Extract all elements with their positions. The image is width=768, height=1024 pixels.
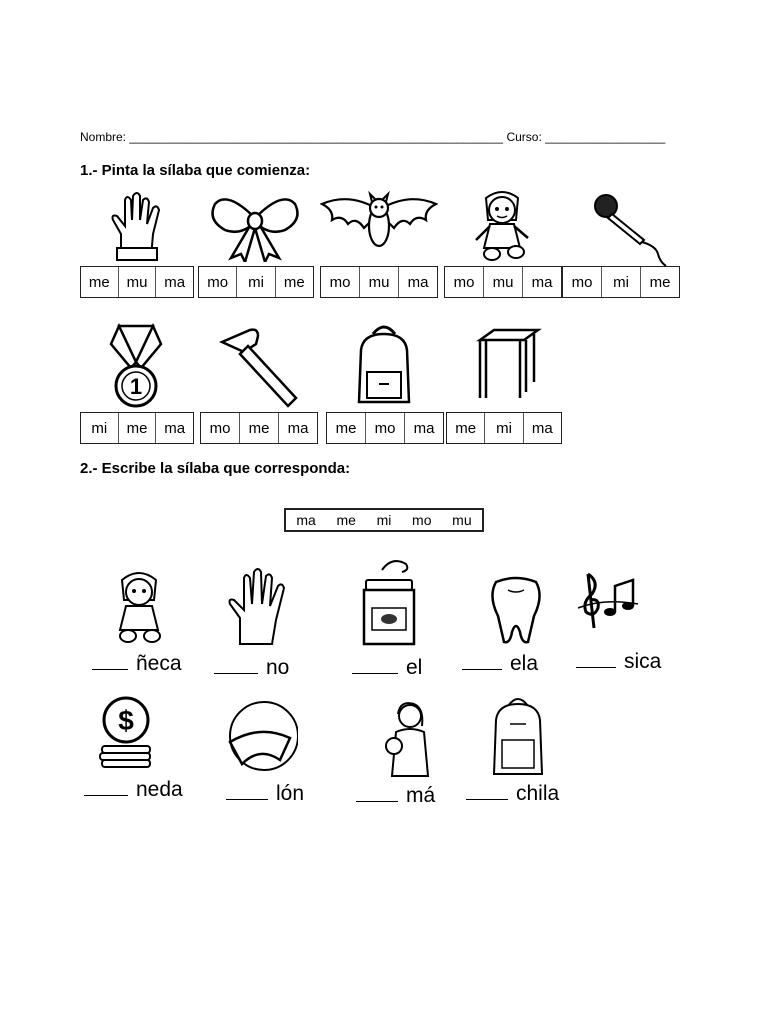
- ex1-item-doll: [444, 190, 560, 298]
- backpack-icon: [326, 322, 442, 410]
- syllable-option[interactable]: mu: [484, 267, 523, 297]
- exercise1-title: 1.- Pinta la sílaba que comienza:: [80, 162, 311, 179]
- syllable-option[interactable]: me: [119, 413, 157, 443]
- syllable-bank: [284, 508, 484, 532]
- word-completion: [352, 656, 422, 680]
- syllable-option[interactable]: me: [447, 413, 485, 443]
- syllable-option[interactable]: ma: [164, 273, 186, 291]
- answer-blank[interactable]: [214, 659, 258, 674]
- syllable-option[interactable]: mu: [360, 267, 399, 297]
- word-ending: el: [406, 656, 423, 679]
- word-completion: [92, 652, 182, 676]
- syllable-option[interactable]: mo: [199, 267, 237, 297]
- ex1-item-bow: [198, 190, 312, 298]
- word-ending: neda: [136, 778, 183, 801]
- syllable-option[interactable]: mi: [237, 267, 275, 297]
- doll-icon: [104, 570, 174, 651]
- word-completion: [356, 784, 435, 808]
- syllable-option[interactable]: mo: [321, 267, 360, 297]
- coins-icon: [96, 692, 156, 777]
- syllable-option[interactable]: mo: [445, 267, 484, 297]
- syllable-options: [80, 412, 194, 444]
- answer-blank[interactable]: [92, 655, 128, 670]
- syllable-option[interactable]: mo: [366, 413, 405, 443]
- exercise2-title: 2.- Escribe la sílaba que corresponda:: [80, 460, 351, 477]
- microphone-icon: [562, 190, 678, 266]
- ex1-item-backpack: [326, 322, 442, 442]
- doll-icon: [444, 190, 560, 266]
- word-completion: [462, 652, 538, 676]
- ex1-item-hammer: [200, 322, 316, 442]
- answer-blank[interactable]: [352, 659, 398, 674]
- bank-syllable: ma: [296, 512, 316, 528]
- answer-blank[interactable]: [576, 653, 616, 668]
- syllable-options: [446, 412, 562, 444]
- syllable-options: [444, 266, 562, 298]
- backpack-icon: [486, 694, 550, 783]
- syllable-options: [562, 266, 680, 298]
- syllable-option[interactable]: me: [283, 273, 305, 291]
- answer-blank[interactable]: [356, 787, 398, 802]
- syllable-option[interactable]: ma: [164, 419, 186, 437]
- syllable-options: [326, 412, 444, 444]
- syllable-options: [200, 412, 318, 444]
- answer-blank[interactable]: [466, 785, 508, 800]
- svg-text:$: $: [118, 705, 134, 736]
- syllable-option[interactable]: me: [649, 273, 671, 291]
- word-completion: [576, 650, 661, 674]
- word-completion: [214, 656, 289, 680]
- syllable-option[interactable]: mu: [119, 267, 157, 297]
- word-completion: [84, 778, 183, 802]
- melon-icon: [224, 698, 298, 783]
- medal-icon: [80, 322, 192, 410]
- syllable-option[interactable]: mi: [602, 267, 641, 297]
- hand-icon: [226, 568, 306, 653]
- answer-blank[interactable]: [84, 781, 128, 796]
- syllable-options: [198, 266, 314, 298]
- bank-syllable: mu: [452, 512, 472, 528]
- bank-syllable: me: [336, 512, 356, 528]
- word-ending: sica: [624, 650, 662, 673]
- nombre-field[interactable]: Nombre: ________________________________________________________: [80, 130, 504, 144]
- answer-blank[interactable]: [462, 655, 502, 670]
- student-info-line: [80, 130, 680, 144]
- music-notes-icon: [574, 568, 642, 639]
- ex1-item-table: [446, 322, 562, 442]
- svg-text:1: 1: [129, 374, 143, 399]
- syllable-option[interactable]: ma: [413, 419, 435, 437]
- table-icon: [446, 322, 562, 410]
- word-ending: ñeca: [136, 652, 182, 675]
- bank-syllable: mi: [376, 512, 392, 528]
- bank-syllable: mo: [412, 512, 432, 528]
- mother-child-icon: [378, 700, 438, 783]
- syllable-option[interactable]: me: [81, 267, 119, 297]
- word-ending: lón: [276, 782, 305, 805]
- ex1-item-hand: [80, 190, 192, 298]
- syllable-option[interactable]: me: [240, 413, 279, 443]
- syllable-options: [80, 266, 194, 298]
- syllable-option[interactable]: mo: [201, 413, 240, 443]
- word-ending: chila: [516, 782, 560, 805]
- word-completion: [226, 782, 304, 806]
- word-ending: ela: [510, 652, 539, 675]
- syllable-option[interactable]: ma: [531, 273, 553, 291]
- tooth-icon: [488, 576, 544, 651]
- hammer-icon: [200, 322, 316, 410]
- syllable-option[interactable]: mi: [485, 413, 523, 443]
- syllable-option[interactable]: mo: [563, 267, 602, 297]
- ex1-item-bat: [320, 190, 438, 298]
- honey-jar-icon: [358, 556, 420, 655]
- hand-icon: [80, 190, 192, 262]
- word-ending: má: [406, 784, 436, 807]
- bow-icon: [198, 190, 312, 262]
- bat-icon: [320, 190, 438, 254]
- syllable-option[interactable]: ma: [287, 419, 309, 437]
- curso-field[interactable]: Curso: __________________: [506, 130, 666, 144]
- syllable-option[interactable]: mi: [81, 413, 119, 443]
- ex1-item-medal: [80, 322, 192, 442]
- syllable-options: [320, 266, 438, 298]
- word-ending: no: [266, 656, 290, 679]
- syllable-option[interactable]: ma: [531, 419, 553, 437]
- word-completion: [466, 782, 559, 806]
- syllable-option[interactable]: ma: [407, 273, 429, 291]
- answer-blank[interactable]: [226, 785, 268, 800]
- ex1-item-microphone: [562, 190, 678, 298]
- syllable-option[interactable]: me: [327, 413, 366, 443]
